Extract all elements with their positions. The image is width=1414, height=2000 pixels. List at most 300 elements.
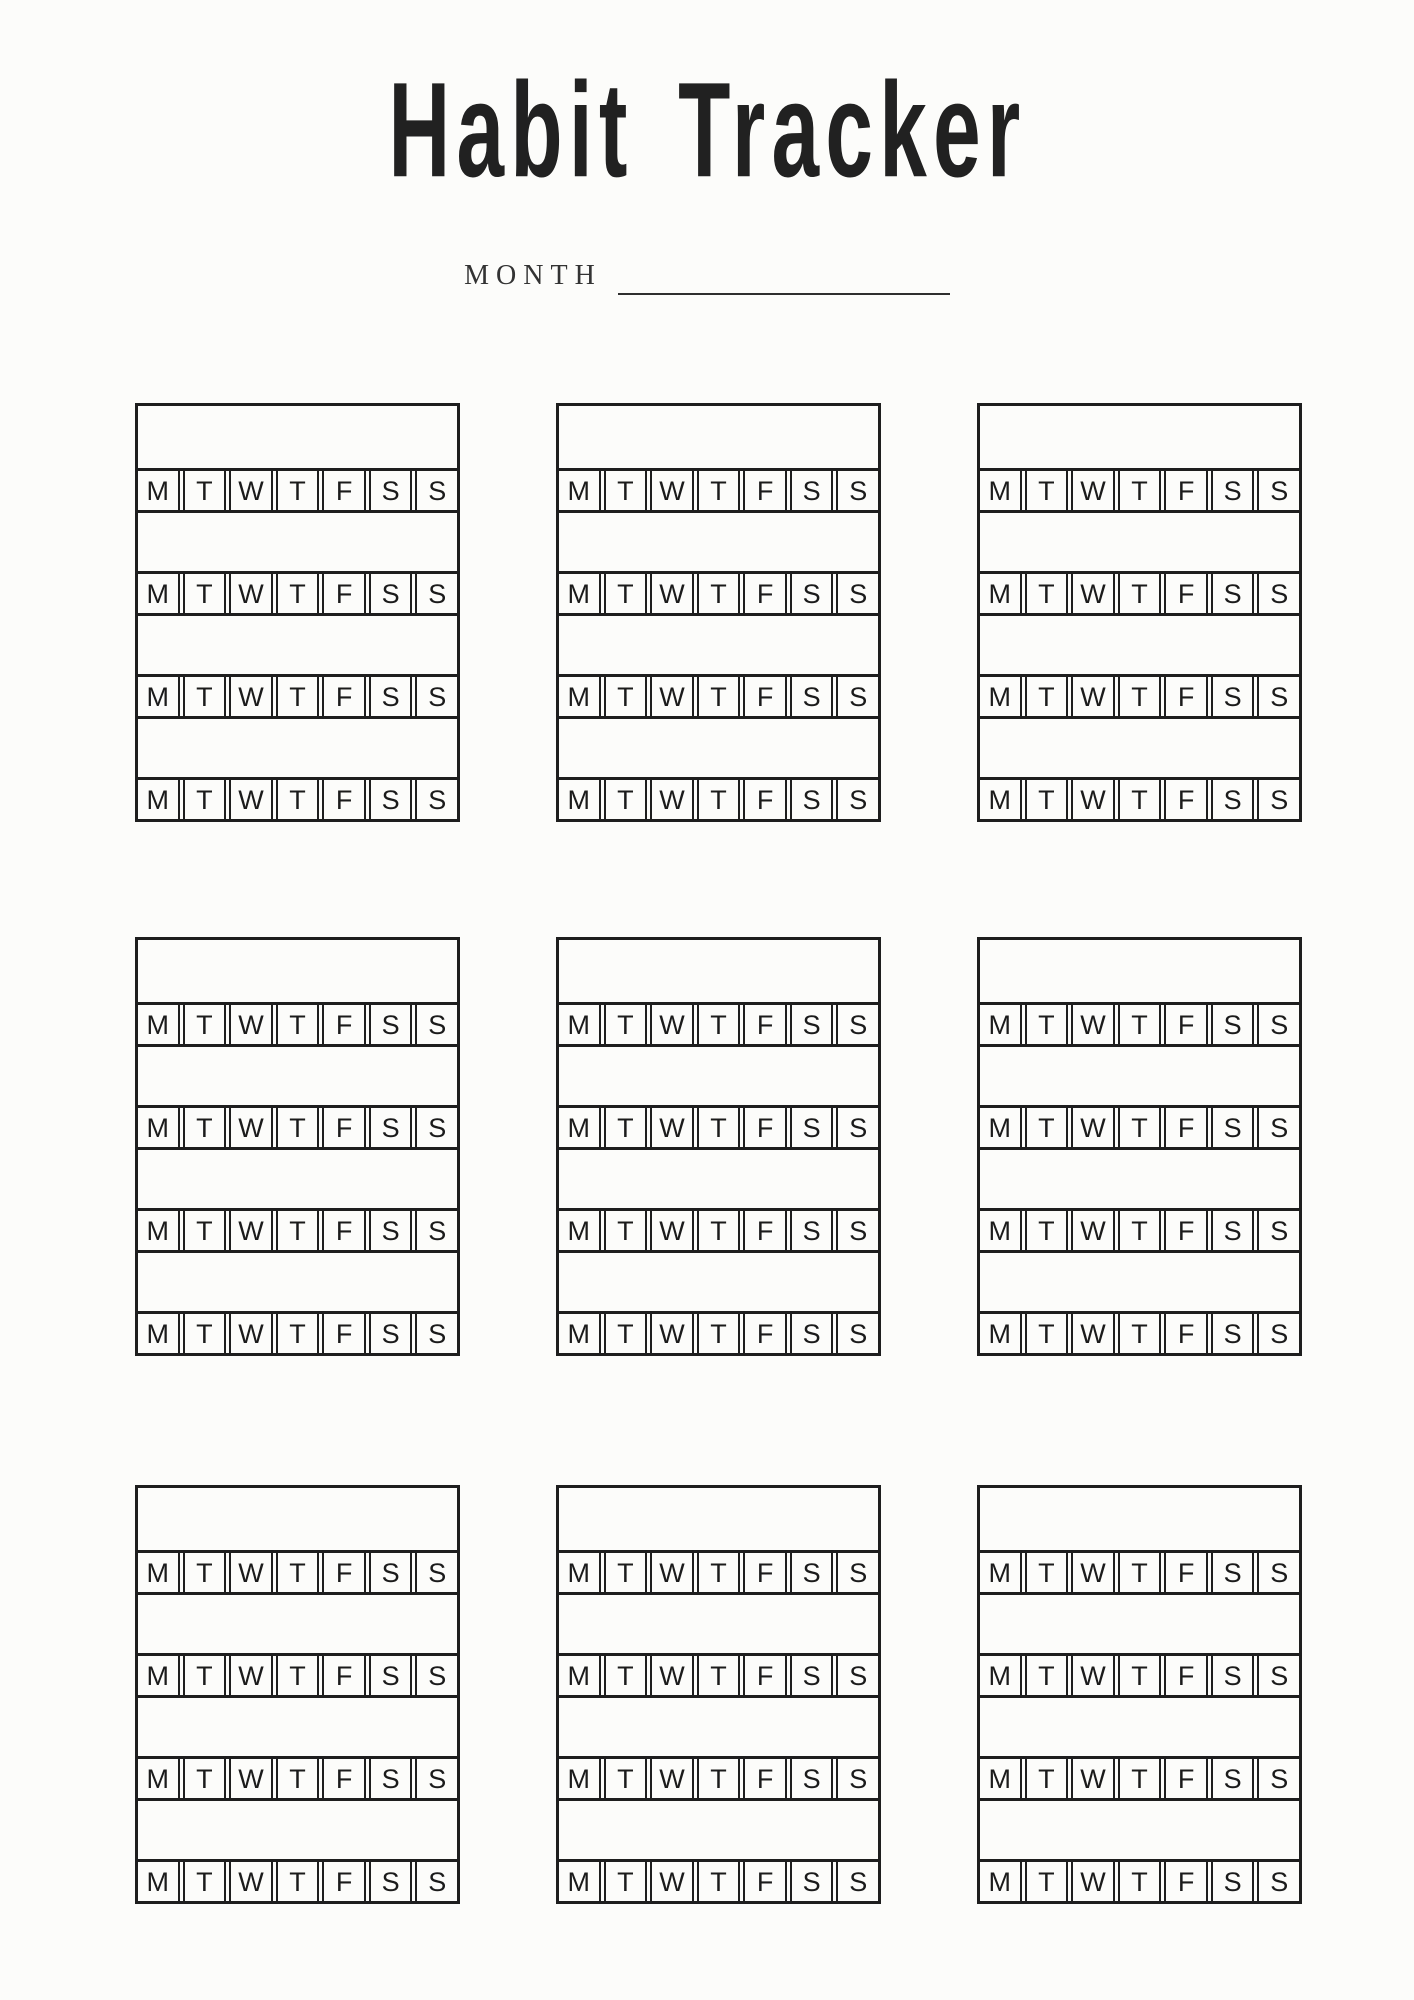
weekday-header-row — [559, 1859, 878, 1901]
weekday-cell: F — [1164, 677, 1208, 716]
weekday-cell: S — [415, 471, 457, 510]
tracker-grid-row — [135, 1485, 1302, 1904]
weekday-header-row — [138, 777, 457, 819]
weekday-header-row — [138, 571, 457, 616]
habit-name-blank-row — [980, 1150, 1299, 1208]
weekday-cell: S — [1211, 677, 1255, 716]
month-row — [0, 246, 1414, 296]
habit-name-blank-row — [138, 1150, 457, 1208]
weekday-cell: S — [836, 1656, 878, 1695]
weekday-cell: S — [369, 1108, 413, 1147]
weekday-cell: M — [138, 471, 180, 510]
habit-tracker-card — [977, 937, 1302, 1356]
weekday-cell: S — [369, 1553, 413, 1592]
weekday-cell: M — [559, 1759, 601, 1798]
weekday-header-row — [138, 1550, 457, 1595]
weekday-cell: M — [980, 1005, 1022, 1044]
weekday-cell: T — [697, 1553, 741, 1592]
habit-name-blank-row — [980, 1253, 1299, 1311]
habit-tracker-card — [135, 937, 460, 1356]
weekday-header-row — [559, 468, 878, 513]
weekday-cell: T — [183, 1656, 227, 1695]
weekday-cell: F — [743, 1862, 787, 1901]
habit-tracker-card — [556, 1485, 881, 1904]
habit-name-blank-row — [559, 1698, 878, 1756]
weekday-cell: T — [604, 1656, 648, 1695]
weekday-cell: T — [697, 1108, 741, 1147]
weekday-cell: M — [138, 1553, 180, 1592]
weekday-cell: T — [1118, 1553, 1162, 1592]
weekday-cell: T — [697, 1862, 741, 1901]
month-label: MONTH — [464, 260, 602, 292]
weekday-cell: S — [790, 1759, 834, 1798]
weekday-cell: S — [415, 1211, 457, 1250]
weekday-header-row — [138, 468, 457, 513]
weekday-cell: T — [604, 1862, 648, 1901]
weekday-cell: S — [836, 1759, 878, 1798]
weekday-cell: M — [559, 1553, 601, 1592]
weekday-cell: F — [322, 1211, 366, 1250]
weekday-cell: S — [415, 1005, 457, 1044]
weekday-cell: T — [183, 1108, 227, 1147]
weekday-cell: T — [604, 1108, 648, 1147]
weekday-cell: W — [1071, 1314, 1115, 1353]
weekday-cell: F — [1164, 574, 1208, 613]
habit-name-blank-row — [138, 1698, 457, 1756]
weekday-cell: W — [650, 471, 694, 510]
weekday-cell: W — [650, 1862, 694, 1901]
weekday-cell: T — [1118, 1656, 1162, 1695]
weekday-cell: T — [183, 1862, 227, 1901]
page-title: Habit Tracker — [387, 55, 1027, 206]
habit-name-blank-row — [138, 1253, 457, 1311]
habit-tracker-card — [135, 1485, 460, 1904]
weekday-cell: M — [138, 1314, 180, 1353]
weekday-cell: F — [1164, 1211, 1208, 1250]
weekday-cell: T — [1025, 1005, 1069, 1044]
weekday-cell: S — [1211, 1759, 1255, 1798]
weekday-header-row — [138, 1756, 457, 1801]
weekday-cell: F — [322, 1314, 366, 1353]
weekday-cell: T — [697, 1005, 741, 1044]
habit-name-blank-row — [980, 1595, 1299, 1653]
weekday-cell: S — [415, 780, 457, 819]
weekday-cell: T — [183, 780, 227, 819]
weekday-header-row — [980, 1859, 1299, 1901]
weekday-cell: F — [1164, 1005, 1208, 1044]
habit-name-blank-row — [980, 616, 1299, 674]
weekday-cell: S — [790, 1656, 834, 1695]
weekday-cell: S — [369, 1759, 413, 1798]
weekday-cell: S — [1211, 471, 1255, 510]
habit-name-blank-row — [559, 1253, 878, 1311]
weekday-cell: W — [229, 1314, 273, 1353]
weekday-cell: W — [1071, 1656, 1115, 1695]
weekday-cell: W — [229, 1656, 273, 1695]
habit-name-blank-row — [138, 719, 457, 777]
weekday-header-row — [559, 1208, 878, 1253]
weekday-cell: M — [559, 677, 601, 716]
weekday-cell: M — [980, 1759, 1022, 1798]
weekday-cell: S — [1211, 1211, 1255, 1250]
weekday-cell: W — [1071, 677, 1115, 716]
weekday-cell: T — [276, 574, 320, 613]
weekday-cell: F — [743, 1553, 787, 1592]
page-header — [0, 36, 1414, 226]
weekday-cell: F — [1164, 780, 1208, 819]
weekday-cell: W — [229, 780, 273, 819]
weekday-cell: M — [980, 1211, 1022, 1250]
habit-name-blank-row — [138, 1047, 457, 1105]
weekday-cell: W — [650, 780, 694, 819]
weekday-cell: S — [836, 1862, 878, 1901]
weekday-cell: M — [559, 1211, 601, 1250]
weekday-header-row — [980, 1550, 1299, 1595]
weekday-cell: T — [276, 1553, 320, 1592]
weekday-header-row — [559, 1653, 878, 1698]
weekday-header-row — [980, 1756, 1299, 1801]
weekday-cell: M — [980, 1314, 1022, 1353]
weekday-cell: W — [1071, 1862, 1115, 1901]
weekday-cell: S — [415, 677, 457, 716]
weekday-cell: S — [415, 1108, 457, 1147]
habit-name-blank-row — [980, 719, 1299, 777]
weekday-cell: S — [369, 677, 413, 716]
weekday-cell: M — [138, 1862, 180, 1901]
weekday-cell: M — [138, 574, 180, 613]
weekday-cell: T — [183, 1314, 227, 1353]
weekday-cell: F — [1164, 1759, 1208, 1798]
weekday-cell: S — [1257, 1553, 1299, 1592]
weekday-cell: W — [229, 1211, 273, 1250]
weekday-cell: S — [836, 471, 878, 510]
weekday-cell: S — [836, 574, 878, 613]
weekday-cell: S — [836, 1553, 878, 1592]
weekday-cell: T — [183, 677, 227, 716]
weekday-cell: T — [697, 574, 741, 613]
weekday-cell: S — [790, 1314, 834, 1353]
weekday-cell: M — [138, 1759, 180, 1798]
weekday-cell: T — [1118, 574, 1162, 613]
weekday-cell: T — [604, 1553, 648, 1592]
tracker-grid-row — [135, 403, 1302, 822]
weekday-cell: M — [559, 1862, 601, 1901]
weekday-cell: S — [415, 574, 457, 613]
weekday-cell: S — [790, 1553, 834, 1592]
weekday-cell: W — [1071, 1005, 1115, 1044]
weekday-cell: T — [1118, 780, 1162, 819]
weekday-cell: F — [743, 1108, 787, 1147]
weekday-cell: F — [1164, 471, 1208, 510]
weekday-cell: T — [1025, 471, 1069, 510]
weekday-cell: M — [138, 780, 180, 819]
weekday-cell: F — [322, 677, 366, 716]
weekday-cell: F — [322, 1108, 366, 1147]
weekday-cell: W — [229, 574, 273, 613]
tracker-grid-row — [135, 937, 1302, 1356]
weekday-cell: M — [559, 1108, 601, 1147]
weekday-cell: S — [1257, 1005, 1299, 1044]
weekday-cell: M — [138, 1005, 180, 1044]
weekday-cell: T — [183, 1005, 227, 1044]
weekday-header-row — [980, 1653, 1299, 1698]
weekday-cell: F — [743, 1005, 787, 1044]
weekday-cell: T — [1118, 1005, 1162, 1044]
weekday-cell: M — [980, 1108, 1022, 1147]
weekday-header-row — [980, 571, 1299, 616]
habit-tracker-card — [135, 403, 460, 822]
weekday-cell: S — [1257, 471, 1299, 510]
weekday-cell: M — [559, 1314, 601, 1353]
weekday-cell: S — [1211, 780, 1255, 819]
weekday-cell: S — [1211, 1005, 1255, 1044]
weekday-cell: S — [415, 1553, 457, 1592]
weekday-cell: W — [229, 1759, 273, 1798]
weekday-cell: W — [650, 1759, 694, 1798]
habit-name-blank-row — [980, 1801, 1299, 1859]
weekday-cell: S — [790, 1862, 834, 1901]
weekday-cell: M — [980, 1656, 1022, 1695]
weekday-cell: T — [276, 1759, 320, 1798]
weekday-cell: T — [276, 1211, 320, 1250]
habit-name-blank-row — [980, 1698, 1299, 1756]
weekday-cell: T — [604, 677, 648, 716]
weekday-cell: S — [1211, 1108, 1255, 1147]
tracker-grid — [135, 403, 1302, 1904]
habit-name-blank-row — [559, 1488, 878, 1550]
weekday-cell: F — [743, 1211, 787, 1250]
weekday-cell: T — [1025, 1656, 1069, 1695]
weekday-cell: W — [650, 1553, 694, 1592]
weekday-cell: T — [1025, 1314, 1069, 1353]
weekday-cell: S — [1257, 780, 1299, 819]
weekday-cell: S — [790, 471, 834, 510]
weekday-cell: T — [604, 780, 648, 819]
weekday-cell: S — [369, 780, 413, 819]
weekday-cell: W — [1071, 471, 1115, 510]
weekday-header-row — [138, 1105, 457, 1150]
weekday-cell: F — [322, 1553, 366, 1592]
weekday-cell: S — [836, 1314, 878, 1353]
weekday-cell: W — [650, 1108, 694, 1147]
weekday-cell: M — [980, 471, 1022, 510]
weekday-cell: F — [1164, 1108, 1208, 1147]
weekday-cell: S — [369, 1862, 413, 1901]
weekday-cell: S — [1257, 1211, 1299, 1250]
habit-name-blank-row — [980, 513, 1299, 571]
weekday-header-row — [980, 674, 1299, 719]
weekday-cell: S — [1257, 1656, 1299, 1695]
weekday-cell: S — [1211, 574, 1255, 613]
weekday-cell: F — [743, 780, 787, 819]
weekday-cell: M — [980, 677, 1022, 716]
weekday-cell: T — [604, 574, 648, 613]
weekday-cell: F — [1164, 1656, 1208, 1695]
weekday-cell: F — [1164, 1314, 1208, 1353]
weekday-cell: S — [836, 1005, 878, 1044]
habit-name-blank-row — [559, 940, 878, 1002]
weekday-header-row — [138, 1208, 457, 1253]
weekday-cell: T — [604, 1759, 648, 1798]
weekday-cell: M — [559, 574, 601, 613]
habit-name-blank-row — [138, 513, 457, 571]
weekday-cell: W — [229, 677, 273, 716]
weekday-cell: T — [183, 1211, 227, 1250]
weekday-cell: F — [322, 574, 366, 613]
weekday-cell: T — [697, 1314, 741, 1353]
habit-name-blank-row — [138, 940, 457, 1002]
weekday-cell: F — [743, 1759, 787, 1798]
weekday-cell: T — [1118, 1108, 1162, 1147]
weekday-cell: T — [1025, 1211, 1069, 1250]
weekday-cell: F — [322, 1005, 366, 1044]
weekday-cell: T — [1025, 780, 1069, 819]
weekday-cell: W — [229, 1553, 273, 1592]
weekday-cell: S — [790, 574, 834, 613]
weekday-cell: T — [604, 1211, 648, 1250]
weekday-header-row — [559, 571, 878, 616]
habit-name-blank-row — [980, 406, 1299, 468]
weekday-cell: S — [790, 1211, 834, 1250]
weekday-cell: W — [1071, 1108, 1115, 1147]
weekday-cell: F — [743, 1314, 787, 1353]
weekday-cell: S — [1257, 1759, 1299, 1798]
weekday-cell: W — [650, 1656, 694, 1695]
weekday-header-row — [559, 1002, 878, 1047]
weekday-cell: T — [276, 1005, 320, 1044]
habit-name-blank-row — [559, 1595, 878, 1653]
weekday-header-row — [138, 1311, 457, 1353]
weekday-header-row — [138, 1002, 457, 1047]
weekday-header-row — [138, 1859, 457, 1901]
weekday-header-row — [980, 1311, 1299, 1353]
weekday-cell: T — [1025, 677, 1069, 716]
weekday-cell: W — [1071, 574, 1115, 613]
weekday-cell: T — [276, 471, 320, 510]
weekday-cell: T — [1118, 1211, 1162, 1250]
weekday-cell: M — [138, 677, 180, 716]
weekday-cell: T — [697, 780, 741, 819]
habit-tracker-card — [556, 937, 881, 1356]
weekday-header-row — [980, 777, 1299, 819]
weekday-cell: F — [322, 1656, 366, 1695]
weekday-cell: F — [743, 471, 787, 510]
weekday-cell: F — [1164, 1553, 1208, 1592]
weekday-cell: S — [836, 1211, 878, 1250]
weekday-cell: F — [322, 1862, 366, 1901]
weekday-header-row — [980, 1002, 1299, 1047]
weekday-header-row — [559, 1105, 878, 1150]
habit-name-blank-row — [138, 1801, 457, 1859]
weekday-cell: T — [697, 1211, 741, 1250]
weekday-cell: W — [650, 1005, 694, 1044]
weekday-cell: S — [1211, 1553, 1255, 1592]
weekday-cell: S — [415, 1656, 457, 1695]
weekday-cell: T — [697, 471, 741, 510]
weekday-cell: S — [1211, 1656, 1255, 1695]
weekday-cell: T — [604, 1005, 648, 1044]
weekday-cell: M — [980, 574, 1022, 613]
weekday-cell: M — [980, 1553, 1022, 1592]
weekday-cell: M — [559, 1005, 601, 1044]
weekday-cell: W — [1071, 1759, 1115, 1798]
weekday-cell: T — [276, 1862, 320, 1901]
weekday-cell: S — [1211, 1314, 1255, 1353]
habit-tracker-card — [977, 403, 1302, 822]
weekday-header-row — [559, 674, 878, 719]
weekday-cell: T — [276, 1108, 320, 1147]
weekday-header-row — [559, 1756, 878, 1801]
weekday-header-row — [559, 1311, 878, 1353]
weekday-cell: S — [369, 1005, 413, 1044]
weekday-cell: F — [743, 1656, 787, 1695]
weekday-cell: T — [183, 1759, 227, 1798]
weekday-cell: S — [1257, 1862, 1299, 1901]
weekday-cell: S — [790, 1108, 834, 1147]
weekday-cell: T — [1025, 1108, 1069, 1147]
weekday-cell: T — [276, 1314, 320, 1353]
weekday-cell: T — [1118, 1862, 1162, 1901]
weekday-cell: M — [980, 780, 1022, 819]
weekday-cell: S — [369, 574, 413, 613]
habit-tracker-card — [977, 1485, 1302, 1904]
habit-name-blank-row — [559, 1801, 878, 1859]
weekday-cell: T — [1025, 1862, 1069, 1901]
weekday-cell: S — [369, 1656, 413, 1695]
weekday-cell: S — [369, 471, 413, 510]
weekday-cell: S — [1257, 574, 1299, 613]
weekday-cell: F — [322, 1759, 366, 1798]
weekday-cell: S — [369, 1314, 413, 1353]
weekday-header-row — [559, 777, 878, 819]
habit-name-blank-row — [138, 1595, 457, 1653]
weekday-cell: M — [559, 471, 601, 510]
habit-name-blank-row — [980, 940, 1299, 1002]
weekday-cell: T — [1025, 1553, 1069, 1592]
weekday-cell: F — [322, 780, 366, 819]
habit-name-blank-row — [559, 1047, 878, 1105]
weekday-cell: T — [1025, 574, 1069, 613]
weekday-cell: S — [836, 780, 878, 819]
weekday-cell: M — [138, 1108, 180, 1147]
weekday-cell: S — [836, 677, 878, 716]
weekday-cell: W — [229, 1108, 273, 1147]
weekday-cell: T — [1118, 1314, 1162, 1353]
weekday-cell: T — [1025, 1759, 1069, 1798]
weekday-cell: T — [276, 1656, 320, 1695]
weekday-cell: T — [697, 1656, 741, 1695]
weekday-cell: S — [790, 677, 834, 716]
habit-name-blank-row — [138, 616, 457, 674]
weekday-cell: S — [415, 1314, 457, 1353]
weekday-cell: T — [604, 1314, 648, 1353]
weekday-cell: F — [743, 677, 787, 716]
weekday-cell: T — [604, 471, 648, 510]
weekday-cell: T — [697, 1759, 741, 1798]
habit-name-blank-row — [559, 616, 878, 674]
weekday-cell: W — [1071, 1211, 1115, 1250]
habit-name-blank-row — [559, 719, 878, 777]
weekday-header-row — [138, 1653, 457, 1698]
weekday-cell: S — [1211, 1862, 1255, 1901]
weekday-cell: F — [743, 574, 787, 613]
weekday-cell: T — [183, 574, 227, 613]
habit-name-blank-row — [559, 1150, 878, 1208]
weekday-cell: T — [276, 780, 320, 819]
weekday-cell: S — [790, 1005, 834, 1044]
weekday-header-row — [980, 1208, 1299, 1253]
weekday-cell: S — [836, 1108, 878, 1147]
